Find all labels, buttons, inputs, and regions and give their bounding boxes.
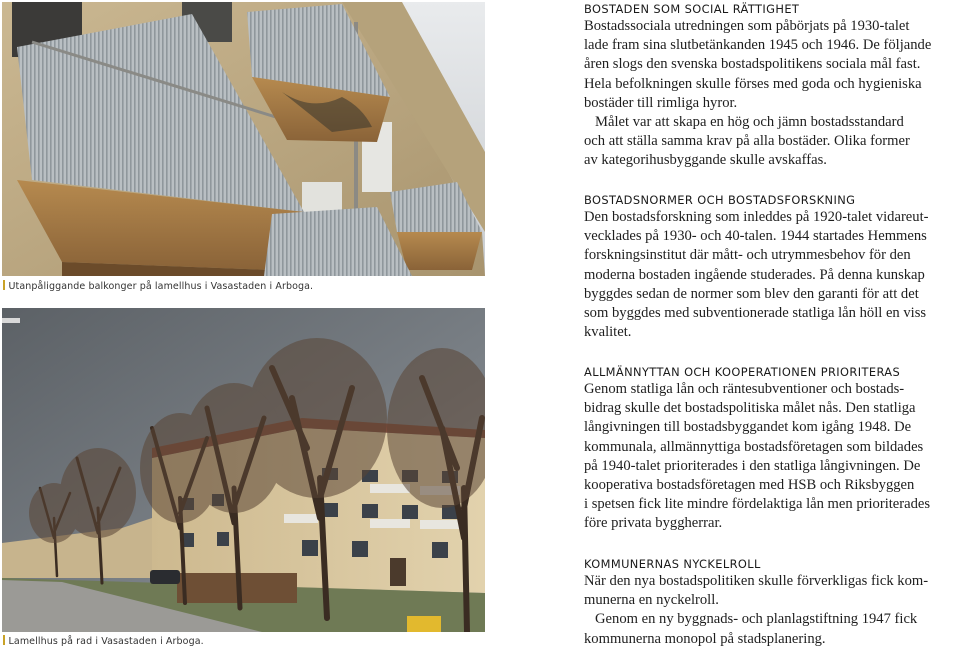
- text-line: Genom statliga lån och räntesubventioner och bostads-: [584, 381, 905, 397]
- text-line: Bostadssociala utredningen som påbörjats på 1930-talet: [584, 18, 910, 34]
- text-line: När den nya bostadspolitiken skulle förverkligas fick kom-: [584, 573, 929, 589]
- text-line: lade fram sina slutbetänkanden 1945 och 1946. De följande: [584, 37, 932, 54]
- text-line: kommunerna monopol på stadsplanering.: [584, 630, 826, 647]
- text-line: långivningen till bostadsbyggandet kom igång 1948. De: [584, 419, 912, 436]
- text-line: som byggdes med subventionerade statliga lån höll en viss: [584, 305, 927, 322]
- section-kommunernas-nyckelroll: [584, 557, 958, 649]
- text-line: Hela befolkningen skulle förses med goda och hygieniska: [584, 75, 922, 92]
- caption-accent-bar: [3, 635, 5, 645]
- section-allmannyttan-och-kooperationen: [584, 365, 958, 534]
- lamellhus-photo-caption: [3, 635, 204, 647]
- caption-text: Lamellhus på rad i Vasastaden i Arboga.: [8, 636, 204, 647]
- section-heading: ALLMÄNNYTTAN OCH KOOPERATIONEN PRIORITERAS: [584, 365, 901, 379]
- text-line: kooperativa bostadsföretagen med HSB och Riksbyggen: [584, 477, 915, 494]
- caption-accent-bar: [3, 280, 5, 290]
- text-line: av kategorihusbyggande skulle avskaffas.: [584, 152, 827, 169]
- caption-text: Utanpåliggande balkonger på lamellhus i Vasastaden i Arboga.: [8, 281, 314, 292]
- text-line: kommunala, allmännyttiga bostadsföretagen som bildades: [584, 438, 924, 455]
- paragraph: [584, 208, 958, 342]
- lamellhus-photo-image: [2, 308, 485, 632]
- section-heading: BOSTADEN SOM SOCIAL RÄTTIGHET: [584, 2, 800, 16]
- balcony-photo-caption: [3, 280, 313, 292]
- text-line: byggdes sedan de normer som blev den garanti för att det: [584, 285, 919, 302]
- balcony-photo-image: [2, 2, 485, 276]
- paragraph: [584, 380, 958, 534]
- text-line: Målet var att skapa en hög och jämn bostadsstandard: [595, 114, 904, 131]
- text-line: Genom en ny byggnads- och planlagstiftning 1947 fick: [595, 611, 918, 628]
- section-bostadsnormer-och-bostadsforskning: [584, 193, 958, 342]
- text-line: moderna bostaden ingående studerades. På denna kunskap: [584, 266, 925, 283]
- lamellhus-photo: [2, 308, 485, 632]
- text-line: i spetsen fick lite mindre fördelaktiga lån men prioriterades: [584, 496, 931, 513]
- paragraph: [584, 572, 958, 610]
- text-line: bostäder till rimliga hyror.: [584, 94, 738, 111]
- paragraph: [584, 610, 958, 648]
- text-line: och att ställa samma krav på alla bostäder. Olika former: [584, 133, 910, 150]
- section-heading: BOSTADSNORMER OCH BOSTADSFORSKNING: [584, 193, 856, 207]
- text-line: munerna en nyckelroll.: [584, 592, 719, 609]
- text-line: före privata byggherrar.: [584, 515, 723, 532]
- balcony-photo: [2, 2, 485, 276]
- text-line: bidrag skulle det bostadspolitiska målet nås. Den statliga: [584, 400, 916, 417]
- text-line: vecklades på 1930- och 40-talen. 1944 startades Hemmens: [584, 228, 927, 245]
- text-line: forskningsinstitut där mått- och utrymmesbehov för den: [584, 247, 911, 264]
- text-line: åren slogs den svenska bostadspolitikens sociala mål fast.: [584, 56, 921, 73]
- text-line: Den bostadsforskning som inleddes på 1920-talet vidareut-: [584, 209, 929, 225]
- section-bostaden-som-social-rattighet: [584, 2, 958, 171]
- section-heading: KOMMUNERNAS NYCKELROLL: [584, 557, 761, 571]
- paragraph: [584, 113, 958, 171]
- paragraph: [584, 17, 958, 113]
- text-line: på 1940-talet prioriterades i den statliga långivningen. De: [584, 457, 921, 474]
- text-line: kvalitet.: [584, 324, 632, 341]
